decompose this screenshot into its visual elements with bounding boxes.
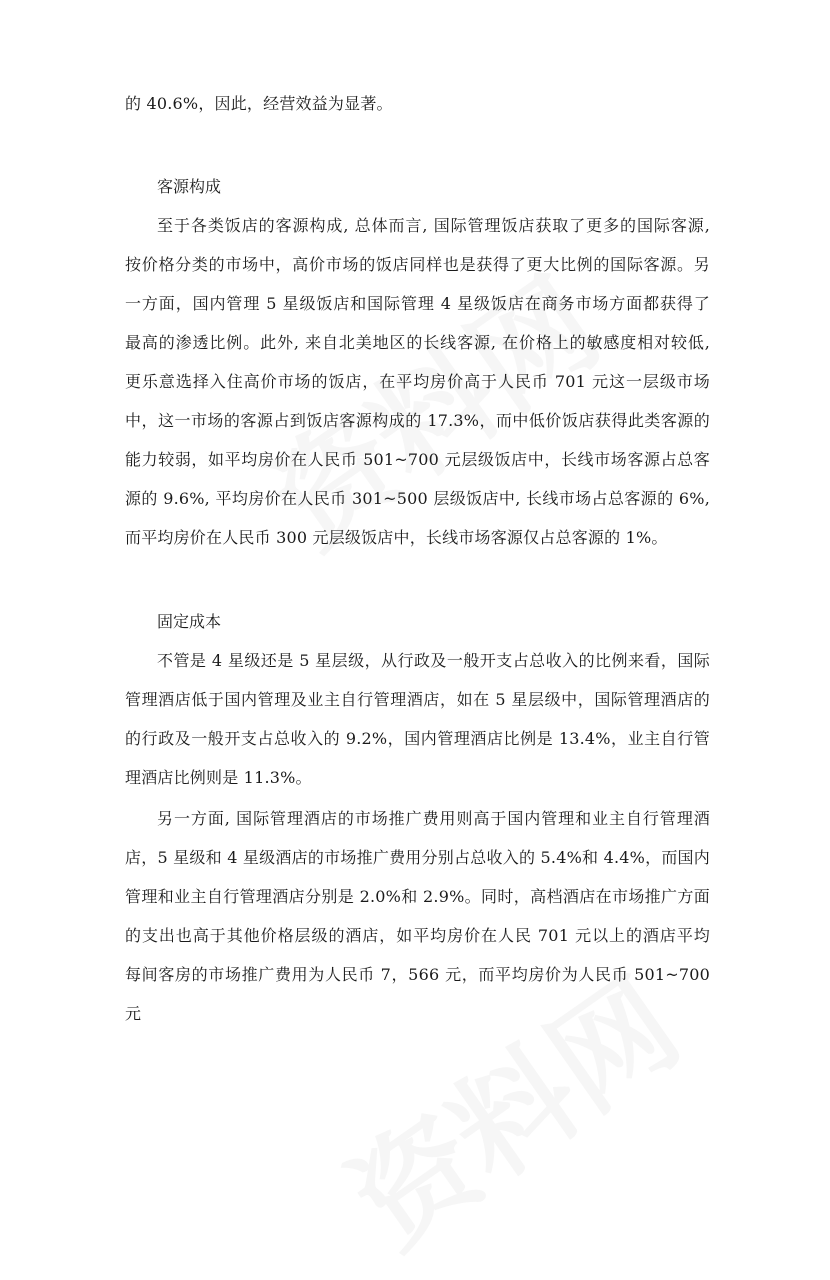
paragraph-line: 能力较弱，如平均房价在人民币 501~700 元层级饭店中，长线市场客源占总客 bbox=[125, 450, 710, 469]
intro-fragment: 的 40.6%，因此，经营效益为显著。 bbox=[125, 94, 393, 113]
paragraph-line: 每间客房的市场推广费用为人民币 7，566 元，而平均房价为人民币 501~700 元 bbox=[125, 965, 710, 1023]
section-heading-guest-source: 客源构成 bbox=[157, 177, 222, 196]
paragraph-line: 最高的渗透比例。此外, 来自北美地区的长线客源, 在价格上的敏感度相对较低, bbox=[125, 333, 710, 352]
paragraph-line: 源的 9.6%, 平均房价在人民币 301~500 层级饭店中, 长线市场占总客源的 6%, bbox=[125, 489, 710, 508]
paragraph-line: 中，这一市场的客源占到饭店客源构成的 17.3%，而中低价饭店获得此类客源的 bbox=[125, 411, 710, 430]
paragraph-line: 更乐意选择入住高价市场的饭店，在平均房价高于人民币 701 元这一层级市场 bbox=[125, 372, 710, 391]
section-heading-fixed-cost: 固定成本 bbox=[157, 612, 222, 631]
paragraph-line: 店，5 星级和 4 星级酒店的市场推广费用分别占总收入的 5.4%和 4.4%，而国内 bbox=[125, 848, 710, 867]
paragraph-line: 的支出也高于其他价格层级的酒店，如平均房价在人民 701 元以上的酒店平均 bbox=[125, 926, 710, 945]
paragraph-line: 理酒店比例则是 11.3%。 bbox=[125, 768, 312, 787]
paragraph-line: 至于各类饭店的客源构成, 总体而言, 国际管理饭店获取了更多的国际客源, bbox=[157, 216, 710, 235]
paragraph bbox=[125, 206, 710, 557]
paragraph-line: 的行政及一般开支占总收入的 9.2%，国内管理酒店比例是 13.4%，业主自行管 bbox=[125, 729, 710, 748]
paragraph-line: 一方面，国内管理 5 星级饭店和国际管理 4 星级饭店在商务市场方面都获得了 bbox=[125, 294, 710, 313]
paragraph-line: 管理酒店低于国内管理及业主自行管理酒店，如在 5 星层级中，国际管理酒店的 bbox=[125, 690, 710, 709]
document-body bbox=[125, 84, 710, 1033]
paragraph-line: 另一方面, 国际管理酒店的市场推广费用则高于国内管理和业主自行管理酒 bbox=[157, 809, 710, 828]
paragraph-line: 而平均房价在人民币 300 元层级饭店中，长线市场客源仅占总客源的 1%。 bbox=[125, 528, 668, 547]
paragraph-line: 按价格分类的市场中，高价市场的饭店同样也是获得了更大比例的国际客源。另 bbox=[125, 255, 710, 274]
paragraph bbox=[125, 641, 710, 797]
paragraph bbox=[125, 799, 710, 1033]
paragraph-line: 管理和业主自行管理酒店分别是 2.0%和 2.9%。同时，高档酒店在市场推广方面 bbox=[125, 887, 710, 906]
paragraph-line: 不管是 4 星级还是 5 星层级，从行政及一般开支占总收入的比例来看，国际 bbox=[157, 651, 710, 670]
